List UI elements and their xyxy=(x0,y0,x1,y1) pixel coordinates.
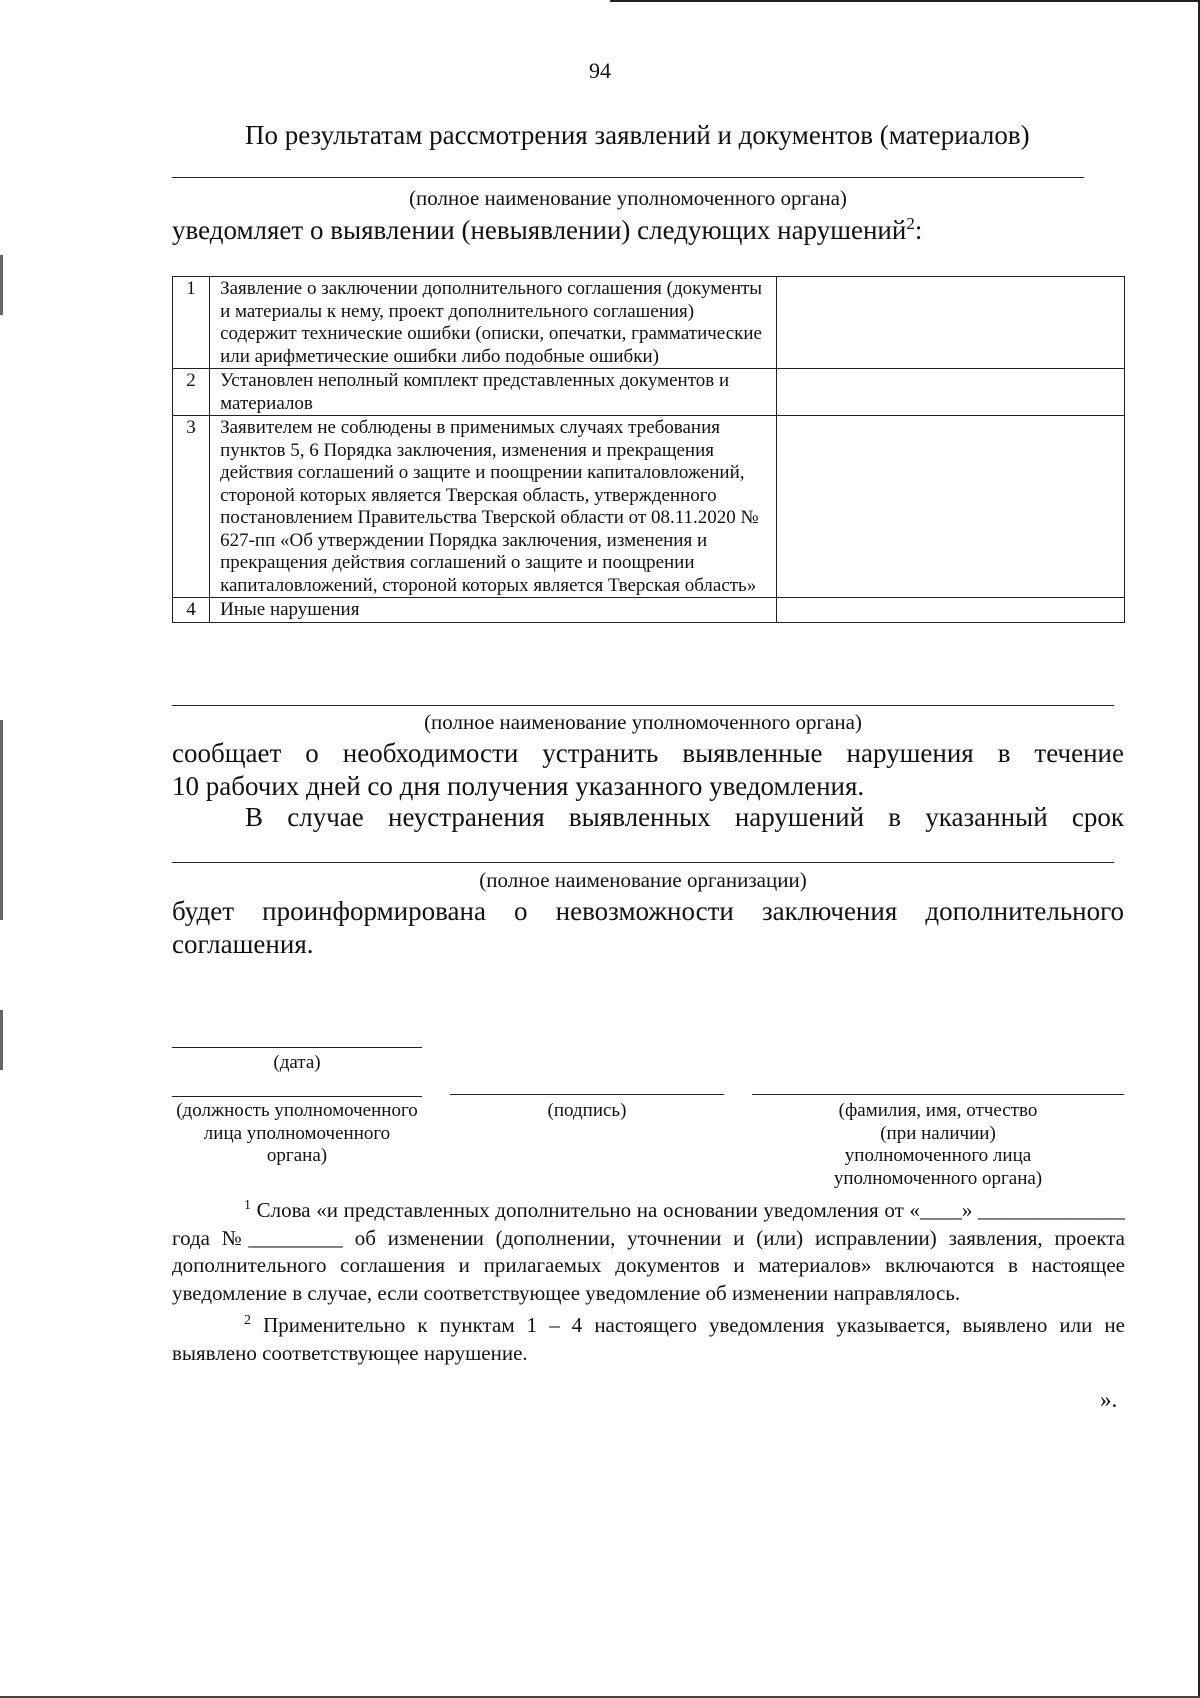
closing-quote: ». xyxy=(1100,1387,1118,1412)
violation-status xyxy=(776,598,1124,623)
footnote xyxy=(172,1192,1125,1307)
date-fill-line xyxy=(172,1047,422,1048)
name-caption: (фамилия, имя, отчество (при наличии) уполномоченного лица уполномоченного органа) xyxy=(833,1100,1043,1189)
table-row xyxy=(173,369,1125,416)
inform-line: сообщает о необходимости устранить выявленные нарушения в течение xyxy=(172,738,1124,768)
violation-status xyxy=(776,369,1124,416)
notice-colon: : xyxy=(914,215,923,245)
violations-table xyxy=(172,276,1125,623)
scan-edge-left-mark xyxy=(0,720,3,920)
violation-text: Заявление о заключении дополнительного соглашения (документы и материалы к нему, проект дополнительного соглашения) содержит технические ошибки (описки, опечатки, грамматические или арифметические ошибки либо подобные ошибки) xyxy=(210,277,777,369)
row-number: 2 xyxy=(173,369,210,416)
table-row xyxy=(173,416,1125,598)
organization-caption: (полное наименование организации) xyxy=(479,868,807,892)
document-heading: По результатам рассмотрения заявлений и документов (материалов) xyxy=(245,120,1030,150)
inform-line: 10 рабочих дней со дня получения указанного уведомления. xyxy=(172,771,865,801)
footnote-ref: 1 xyxy=(244,1198,251,1213)
notice-line xyxy=(172,214,922,246)
date-caption: (дата) xyxy=(273,1052,321,1073)
scan-edge-left-mark xyxy=(0,1010,3,1070)
authority-caption: (полное наименование уполномоченного органа) xyxy=(409,186,847,210)
signature-caption: (подпись) xyxy=(547,1100,627,1121)
authority-caption: (полное наименование уполномоченного органа) xyxy=(424,710,862,734)
scan-edge-top xyxy=(610,0,1200,2)
row-number: 3 xyxy=(173,416,210,598)
violation-status xyxy=(776,416,1124,598)
failure-line: В случае неустранения выявленных нарушений в указанный срок xyxy=(245,802,1124,832)
violation-text: Иные нарушения xyxy=(210,598,777,623)
position-caption: (должность уполномоченного лица уполномоченного органа) xyxy=(176,1100,418,1166)
result-line: будет проинформирована о невозможности заключения дополнительного xyxy=(172,896,1124,926)
footnote-text: Слова «и представленных дополнительно на основании уведомления от «____» ______________ года №_________ об изменении (дополнении, уточнении и (или) исправлении) заявления, проекта дополнительного соглашения и прилагаемых документов и материалов» включаются в настоящее уведомление в случае, если соответствующее уведомление об изменении направлялось. xyxy=(172,1198,1126,1305)
violation-status xyxy=(776,277,1124,369)
table-row xyxy=(173,277,1125,369)
result-line: соглашения. xyxy=(172,929,314,959)
scan-edge-left-mark xyxy=(0,255,3,315)
footnote-ref: 2 xyxy=(244,1313,251,1328)
signature-fill-line xyxy=(450,1094,724,1095)
table-row xyxy=(173,598,1125,623)
notice-text: уведомляет о выявлении (невыявлении) следующих нарушений xyxy=(172,215,907,245)
violation-text: Заявителем не соблюдены в применимых случаях требования пунктов 5, 6 Порядка заключения, изменения и прекращения действия соглашений о защите и поощрении капиталовложений, стороной которых является Тверская область, утвержденного постановлением Правительства Тверской области от 08.11.2020 № 627-пп «Об утверждении Порядка заключения, изменения и прекращения действия соглашений о защите и поощрении капиталовложений, стороной которых является Тверская область» xyxy=(210,416,777,598)
position-fill-line xyxy=(172,1096,422,1097)
footnote-ref: 2 xyxy=(906,214,915,233)
footnote-text: Применительно к пунктам 1 – 4 настоящего уведомления указывается, выявлено или не выявлено соответствующее нарушение. xyxy=(172,1313,1125,1365)
footnotes xyxy=(172,1192,1125,1367)
row-number: 4 xyxy=(173,598,210,623)
authority-fill-line xyxy=(172,705,1114,706)
authority-fill-line xyxy=(172,177,1084,178)
violation-text: Установлен неполный комплект представленных документов и материалов xyxy=(210,369,777,416)
name-fill-line xyxy=(752,1094,1124,1095)
row-number: 1 xyxy=(173,277,210,369)
footnote xyxy=(172,1307,1125,1367)
organization-fill-line xyxy=(172,862,1114,863)
page-number: 94 xyxy=(589,58,611,83)
